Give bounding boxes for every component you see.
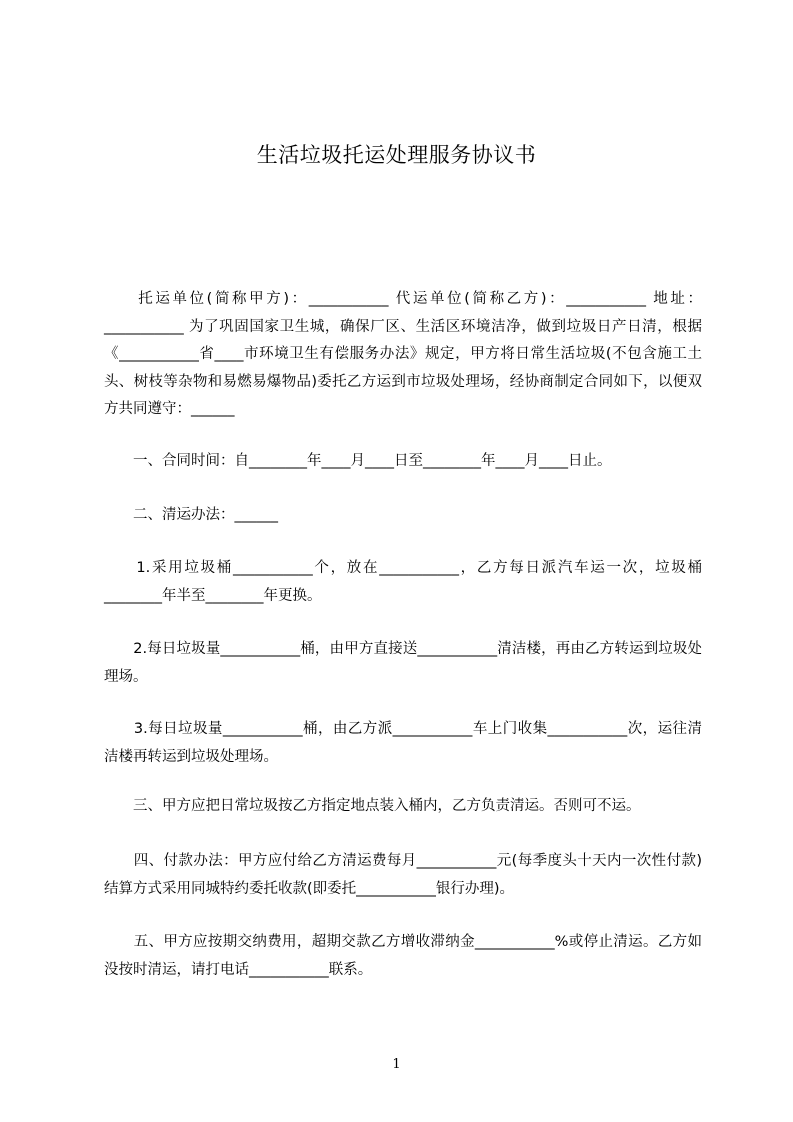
intro-paragraph: 托运单位(简称甲方)：___________ 代运单位(简称乙方)：___________ 地址：___________ 为了巩固国家卫生城，确保厂区、生活区环境洁净，做到垃圾日产日清，根据《___________省____市环境卫生有偿服务办法》规定，甲方将日常生活垃圾(不包含施工土头、树枝等杂物和易燃易爆物品)委托乙方运到市垃圾处理场，经协商制定合同如下，以便双方共同遵守：______ (104, 291, 702, 417)
page-number: 1 (392, 1057, 401, 1072)
clause-party-a-duty: 三、甲方应把日常垃圾按乙方指定地点装入桶内，乙方负责清运。否则可不运。 (104, 798, 641, 814)
document-title: 生活垃圾托运处理服务协议书 (256, 143, 537, 167)
clause-contract-period: 一、合同时间：自________年____月____日至________年____月____日止。 (104, 453, 612, 469)
clause-cleaning-method: 二、清运办法：______ (104, 507, 278, 523)
clause-payment: 四、付款办法：甲方应付给乙方清运费每月___________元(每季度头十天内一次性付款)结算方式采用同城特约委托收款(即委托___________银行办理)。 (104, 853, 702, 897)
clause-method-3: 3.每日垃圾量___________桶，由乙方派___________车上门收集___________次，运往清洁楼再转运到垃圾处理场。 (104, 721, 702, 765)
clause-method-1: 1.采用垃圾桶___________个，放在___________，乙方每日派汽车运一次，垃圾桶________年半至________年更换。 (104, 560, 702, 604)
clause-method-2: 2.每日垃圾量___________桶，由甲方直接送___________清洁楼，再由乙方转运到垃圾处理场。 (104, 641, 702, 685)
clause-late-fee: 五、甲方应按期交纳费用，超期交款乙方增收滞纳金___________%或停止清运。乙方如没按时清运，请打电话___________联系。 (104, 934, 702, 978)
